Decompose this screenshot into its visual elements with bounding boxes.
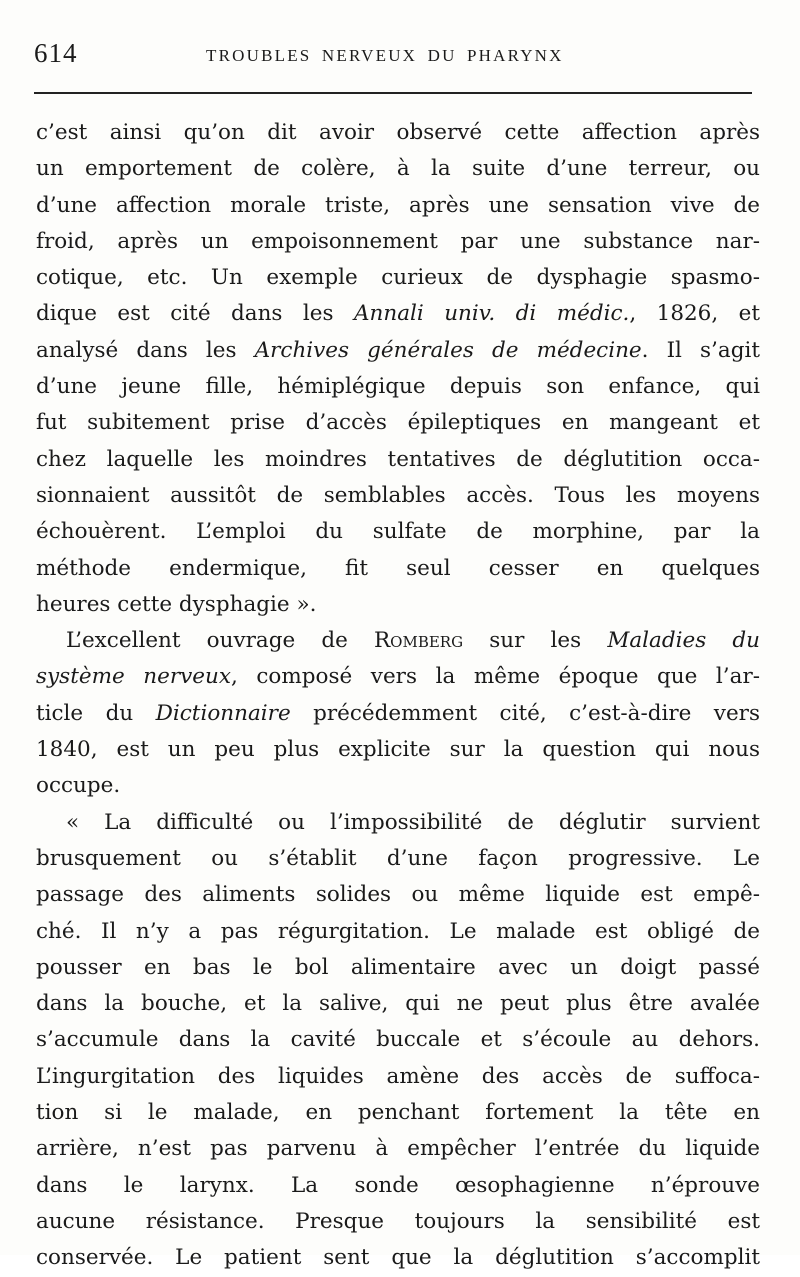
running-head xyxy=(34,38,754,78)
text-line: ché. Il n’y a pas régurgitation. Le malade est obligé de xyxy=(36,918,760,944)
text-line xyxy=(36,623,760,659)
text-line: d’une affection morale triste, après une sensation vive de xyxy=(36,192,760,218)
text-line: conservée. Le patient sent que la déglutition s’accomplit xyxy=(36,1245,760,1271)
text-line: sionnaient aussitôt de semblables accès. Tous les moyens xyxy=(36,482,760,508)
text-line xyxy=(36,296,760,332)
text-line: dans le larynx. La sonde œsophagienne n’éprouve xyxy=(36,1172,760,1198)
text-line: « La difficulté ou l’impossibilité de déglutir survient xyxy=(66,809,760,835)
text-line xyxy=(36,696,760,732)
italic-citation: Maladies du xyxy=(607,628,760,654)
text-segment: , 1826, et xyxy=(629,301,760,327)
text-line: échouèrent. L’emploi du sulfate de morphine, par la xyxy=(36,519,760,545)
text-line: un emportement de colère, à la suite d’une terreur, ou xyxy=(36,156,760,182)
text-line: s’accumule dans la cavité buccale et s’écoule au dehors. xyxy=(36,1027,760,1053)
italic-citation: Dictionnaire xyxy=(155,700,291,726)
text-line: passage des aliments solides ou même liquide est empê- xyxy=(36,882,760,908)
text-line xyxy=(36,659,760,695)
text-line: dans la bouche, et la salive, qui ne peut plus être avalée xyxy=(36,991,760,1017)
text-line xyxy=(36,333,760,369)
text-segment: sur les xyxy=(463,628,608,654)
text-segment: . Il s’agit xyxy=(641,337,760,363)
text-segment: L’excellent ouvrage de xyxy=(66,628,374,654)
text-line: fut subitement prise d’accès épileptiques en mangeant et xyxy=(36,410,760,436)
italic-citation: Archives générales de médecine xyxy=(254,337,642,363)
text-segment: ticle du xyxy=(36,700,156,726)
text-line: tion si le malade, en penchant fortement la tête en xyxy=(36,1100,760,1126)
text-segment: dique est cité dans les xyxy=(36,301,354,327)
text-line: arrière, n’est pas parvenu à empêcher l’entrée du liquide xyxy=(36,1136,760,1162)
text-line: méthode endermique, fit seul cesser en quelques xyxy=(36,555,760,581)
text-line: chez laquelle les moindres tentatives de déglutition occa- xyxy=(36,446,760,472)
text-line: cotique, etc. Un exemple curieux de dysphagie spasmo- xyxy=(36,265,760,291)
header-rule xyxy=(34,92,752,94)
text-line: froid, après un empoisonnement par une substance nar- xyxy=(36,228,760,254)
text-segment: précédemment cité, c’est-à-dire vers xyxy=(290,700,760,726)
text-line: occupe. xyxy=(36,773,121,799)
author-name: Romberg xyxy=(373,628,464,654)
text-line: brusquement ou s’établit d’une façon progressive. Le xyxy=(36,845,760,871)
text-segment: , composé vers la même époque que l’ar- xyxy=(230,664,760,690)
text-line: aucune résistance. Presque toujours la sensibilité est xyxy=(36,1208,760,1234)
italic-citation: Annali univ. di médic. xyxy=(353,301,630,327)
body-text xyxy=(36,115,760,1277)
text-line: pousser en bas le bol alimentaire avec un doigt passé xyxy=(36,954,760,980)
text-line: L’ingurgitation des liquides amène des accès de suffoca- xyxy=(36,1063,760,1089)
page-number: 614 xyxy=(34,38,78,68)
text-segment: analysé dans les xyxy=(36,337,255,363)
text-line: heures cette dysphagie ». xyxy=(36,591,317,617)
text-line: 1840, est un peu plus explicite sur la question qui nous xyxy=(36,737,760,763)
italic-citation: système nerveux xyxy=(36,664,231,690)
text-line: d’une jeune fille, hémiplégique depuis son enfance, qui xyxy=(36,374,760,400)
text-line: c’est ainsi qu’on dit avoir observé cette affection après xyxy=(36,120,760,145)
running-title: TROUBLES NERVEUX DU PHARYNX xyxy=(206,46,564,65)
